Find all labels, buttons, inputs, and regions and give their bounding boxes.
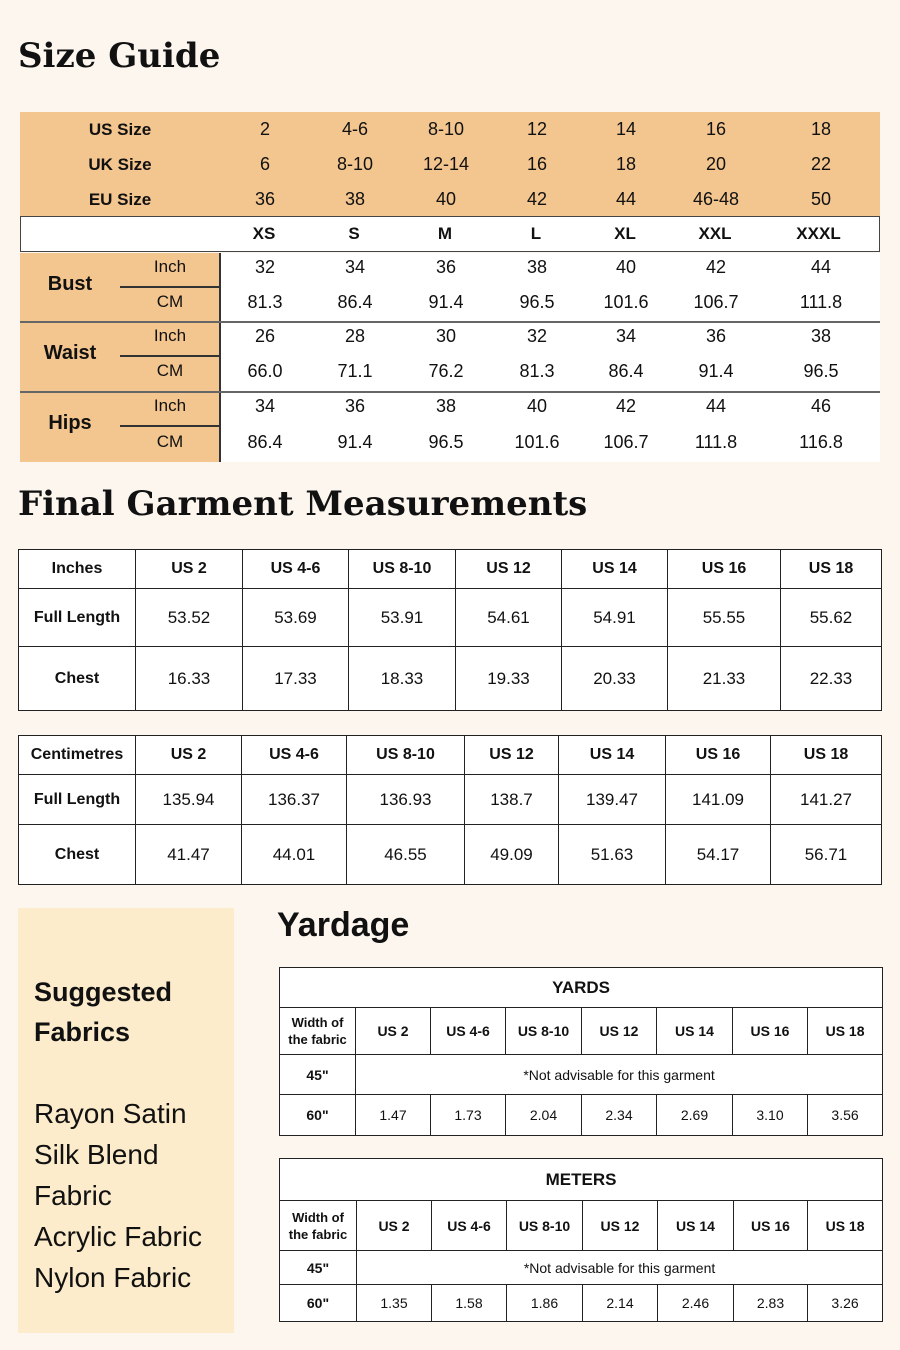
size-header: US 4-6: [432, 1201, 507, 1251]
suggested-fabrics-panel: [18, 908, 234, 1333]
cell: 53.52: [136, 589, 243, 647]
cell: 136.93: [347, 775, 465, 825]
cell: 91.4: [428, 292, 464, 312]
table-row: [280, 1285, 883, 1322]
suggested-fabrics-title: [34, 972, 172, 1052]
list-item: Silk Blend: [34, 1139, 159, 1170]
yards-table: [279, 967, 883, 1136]
size-header: US 4-6: [242, 736, 347, 775]
inches-table: [18, 549, 882, 711]
row-label: Chest: [19, 825, 136, 885]
fabrics-list: [34, 1093, 202, 1298]
cell: 26: [254, 326, 276, 346]
letter-size-row: [20, 216, 880, 252]
cell: 44.01: [242, 825, 347, 885]
size-header: US 14: [658, 1201, 734, 1251]
cell: 42: [526, 189, 548, 209]
cell: 12-14: [422, 154, 470, 174]
cell: 54.61: [456, 589, 562, 647]
bust-cm-row: [220, 292, 880, 313]
cell: 6: [259, 154, 270, 174]
row-label: 45": [280, 1055, 356, 1095]
letter-size: L: [530, 224, 542, 243]
cell: 96.5: [803, 361, 839, 381]
cell: 49.09: [465, 825, 559, 885]
yardage-title: Yardage: [277, 906, 410, 944]
hips-label: Hips: [48, 412, 92, 434]
size-header: US 2: [356, 1008, 431, 1055]
size-header: US 12: [465, 736, 559, 775]
size-header: US 2: [136, 550, 243, 589]
size-header: US 4-6: [431, 1008, 506, 1055]
size-header: US 8-10: [347, 736, 465, 775]
cell: 1.35: [357, 1285, 432, 1322]
unit-inch: Inch: [153, 396, 187, 415]
cell: 116.8: [799, 432, 843, 452]
eu-size-row: [20, 182, 880, 217]
size-header: US 18: [781, 550, 882, 589]
cell: 91.4: [698, 361, 734, 381]
measurement-values: [220, 253, 880, 462]
table-row: [19, 589, 882, 647]
cell: 141.27: [771, 775, 882, 825]
meters-table: [279, 1158, 883, 1322]
letter-size: M: [437, 224, 453, 243]
cell: 54.17: [666, 825, 771, 885]
letter-size: XS: [252, 224, 276, 243]
cell: 46: [810, 396, 832, 416]
size-header: US 16: [666, 736, 771, 775]
size-header: US 8-10: [507, 1201, 583, 1251]
cell: 96.5: [519, 292, 555, 312]
cell: 14: [615, 119, 637, 139]
cell: 2.14: [583, 1285, 658, 1322]
row-label: UK Size: [88, 154, 152, 174]
cell: 44: [810, 257, 832, 277]
table-row: [19, 647, 882, 711]
row-label: EU Size: [88, 189, 152, 209]
table-caption: YARDS: [280, 968, 883, 1008]
cell: 34: [344, 257, 366, 277]
cell: 32: [526, 326, 548, 346]
cell: 32: [254, 257, 276, 277]
table-row: [280, 1095, 883, 1136]
cell: 53.91: [349, 589, 456, 647]
size-guide-table: [20, 112, 880, 462]
cell: 111.8: [694, 432, 738, 452]
cell: 2: [259, 119, 270, 139]
cell: 36: [344, 396, 366, 416]
cell: 22: [810, 154, 832, 174]
cell: 54.91: [562, 589, 668, 647]
cell: 8-10: [336, 154, 374, 174]
cell: 136.37: [242, 775, 347, 825]
cell: 44: [705, 396, 727, 416]
row-label: Chest: [19, 647, 136, 711]
bust-label: Bust: [47, 273, 93, 295]
cell: 4-6: [341, 119, 368, 139]
cell: 17.33: [243, 647, 349, 711]
row-label: US Size: [88, 119, 152, 139]
cell: 36: [435, 257, 457, 277]
cell: 139.47: [559, 775, 666, 825]
unit-cell: Centimetres: [19, 736, 136, 775]
size-header: US 14: [559, 736, 666, 775]
size-header: US 12: [583, 1201, 658, 1251]
size-guide-title: Size Guide: [18, 36, 221, 76]
cell: 111.8: [799, 292, 843, 312]
row-label: 60": [280, 1095, 356, 1136]
cell: 3.26: [808, 1285, 883, 1322]
cell: 40: [526, 396, 548, 416]
width-label: Width of the fabric: [280, 1201, 357, 1251]
cell: 91.4: [337, 432, 373, 452]
size-header: US 18: [808, 1201, 883, 1251]
uk-size-row: [20, 147, 880, 182]
cell: 18: [615, 154, 637, 174]
table-row: [280, 1055, 883, 1095]
table-row: [19, 825, 882, 885]
cell: 135.94: [136, 775, 242, 825]
cell: 71.1: [337, 361, 373, 381]
centimetres-table: [18, 735, 882, 885]
cell: 22.33: [781, 647, 882, 711]
cell: 28: [344, 326, 366, 346]
list-item: Rayon Satin: [34, 1098, 187, 1129]
row-label: Full Length: [19, 775, 136, 825]
unit-inch: Inch: [153, 326, 187, 345]
size-header: US 16: [734, 1201, 808, 1251]
cell: 38: [810, 326, 832, 346]
cell: 141.09: [666, 775, 771, 825]
cell: 20: [705, 154, 727, 174]
title-line: Fabrics: [34, 1017, 131, 1047]
cell: 53.69: [243, 589, 349, 647]
cell: 55.55: [668, 589, 781, 647]
cell: 106.7: [693, 292, 739, 312]
cell: 86.4: [608, 361, 644, 381]
letter-size: XL: [614, 224, 636, 243]
cell: 16: [526, 154, 548, 174]
cell: 30: [435, 326, 457, 346]
letter-size: S: [348, 224, 360, 243]
cell: 16: [705, 119, 727, 139]
not-advisable-note: *Not advisable for this garment: [357, 1251, 883, 1285]
cell: 56.71: [771, 825, 882, 885]
row-label: 60": [280, 1285, 357, 1322]
size-header: US 12: [582, 1008, 657, 1055]
cell: 12: [526, 119, 548, 139]
header-row: [280, 1008, 883, 1055]
width-label: Width of the fabric: [280, 1008, 356, 1055]
size-header: US 8-10: [506, 1008, 582, 1055]
row-label: Full Length: [19, 589, 136, 647]
size-header: US 12: [456, 550, 562, 589]
cell: 1.58: [432, 1285, 507, 1322]
cell: 1.73: [431, 1095, 506, 1136]
unit-cm: CM: [156, 432, 184, 451]
size-header: US 2: [136, 736, 242, 775]
cell: 38: [344, 189, 366, 209]
bust-inch-row: [220, 257, 880, 278]
cell: 38: [435, 396, 457, 416]
header-row: [280, 1201, 883, 1251]
cell: 21.33: [668, 647, 781, 711]
cell: 34: [254, 396, 276, 416]
cell: 2.04: [506, 1095, 582, 1136]
cell: 96.5: [428, 432, 464, 452]
size-header: US 8-10: [349, 550, 456, 589]
cell: 1.47: [356, 1095, 431, 1136]
table-row: [19, 775, 882, 825]
cell: 2.83: [734, 1285, 808, 1322]
table-caption: METERS: [280, 1159, 883, 1201]
cell: 138.7: [465, 775, 559, 825]
letter-size: XXXL: [796, 224, 841, 243]
cell: 41.47: [136, 825, 242, 885]
us-size-row: [20, 112, 880, 147]
cell: 101.6: [603, 292, 649, 312]
cell: 86.4: [247, 432, 283, 452]
cell: 106.7: [603, 432, 649, 452]
waist-cm-row: [220, 361, 880, 382]
cell: 34: [615, 326, 637, 346]
table-row: [280, 1251, 883, 1285]
cell: 42: [615, 396, 637, 416]
cell: 81.3: [519, 361, 555, 381]
cell: 101.6: [514, 432, 560, 452]
size-header: US 2: [357, 1201, 432, 1251]
list-item: Fabric: [34, 1180, 112, 1211]
cell: 40: [435, 189, 457, 209]
title-line: Suggested: [34, 977, 173, 1007]
cell: 55.62: [781, 589, 882, 647]
cell: 36: [254, 189, 276, 209]
cell: 18: [810, 119, 832, 139]
cell: 40: [615, 257, 637, 277]
final-garment-title: Final Garment Measurements: [18, 484, 588, 524]
list-item: Acrylic Fabric: [34, 1221, 203, 1252]
cell: 3.56: [808, 1095, 883, 1136]
cell: 51.63: [559, 825, 666, 885]
cell: 50: [810, 189, 832, 209]
cell: 18.33: [349, 647, 456, 711]
cell: 81.3: [247, 292, 283, 312]
cell: 8-10: [427, 119, 465, 139]
size-header: US 18: [771, 736, 882, 775]
waist-inch-row: [220, 326, 880, 347]
hips-inch-row: [220, 396, 880, 417]
unit-cm: CM: [156, 292, 184, 311]
cell: 2.46: [658, 1285, 734, 1322]
cell: 66.0: [247, 361, 283, 381]
cell: 86.4: [337, 292, 373, 312]
row-label: 45": [280, 1251, 357, 1285]
cell: 19.33: [456, 647, 562, 711]
cell: 44: [615, 189, 637, 209]
cell: 2.34: [582, 1095, 657, 1136]
unit-cm: CM: [156, 361, 184, 380]
hips-cm-row: [220, 432, 880, 453]
cell: 76.2: [428, 361, 464, 381]
waist-label: Waist: [43, 342, 97, 364]
cell: 1.86: [507, 1285, 583, 1322]
size-header: US 14: [562, 550, 668, 589]
size-header: US 16: [668, 550, 781, 589]
cell: 2.69: [657, 1095, 733, 1136]
size-header: US 18: [808, 1008, 883, 1055]
cell: 36: [705, 326, 727, 346]
size-header: US 14: [657, 1008, 733, 1055]
list-item: Nylon Fabric: [34, 1262, 192, 1293]
letter-size: XXL: [698, 224, 732, 243]
cell: 42: [705, 257, 727, 277]
size-header: US 4-6: [243, 550, 349, 589]
not-advisable-note: *Not advisable for this garment: [356, 1055, 883, 1095]
header-row: [19, 736, 882, 775]
cell: 3.10: [733, 1095, 808, 1136]
cell: 46.55: [347, 825, 465, 885]
unit-inch: Inch: [153, 257, 187, 276]
unit-cell: Inches: [19, 550, 136, 589]
cell: 16.33: [136, 647, 243, 711]
cell: 20.33: [562, 647, 668, 711]
size-header: US 16: [733, 1008, 808, 1055]
cell: 46-48: [692, 189, 740, 209]
cell: 38: [526, 257, 548, 277]
header-row: [19, 550, 882, 589]
